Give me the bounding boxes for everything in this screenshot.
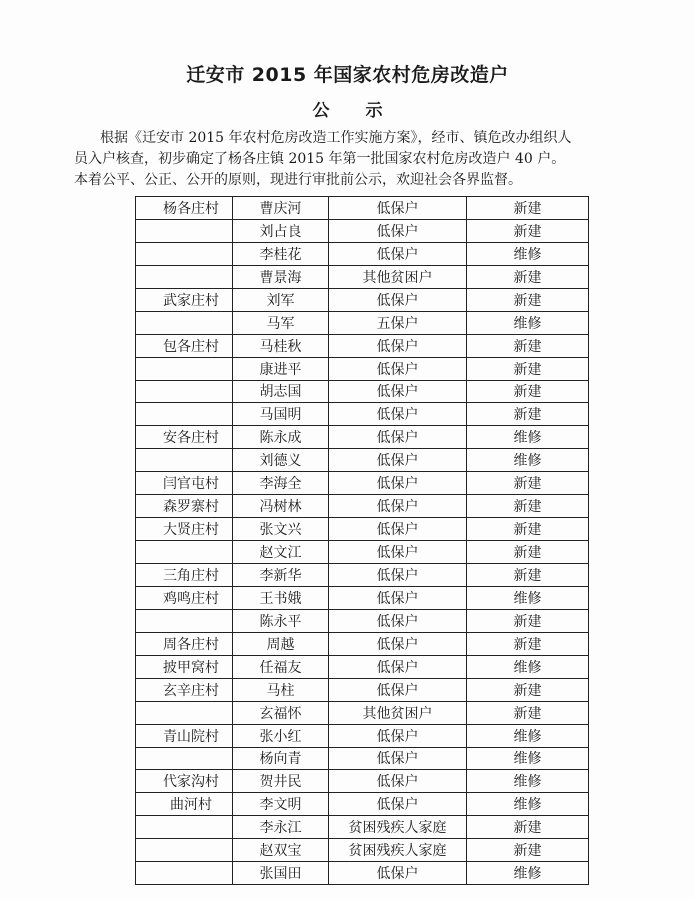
action-cell: 新建 — [467, 219, 589, 242]
household-type-cell: 低保户 — [329, 403, 467, 426]
action-cell: 维修 — [467, 449, 589, 472]
village-cell — [136, 403, 233, 426]
name-cell: 玄福怀 — [233, 701, 329, 724]
village-cell: 周各庄村 — [136, 632, 233, 655]
household-type-cell: 低保户 — [329, 541, 467, 564]
name-cell: 刘德义 — [233, 449, 329, 472]
village-cell: 披甲窝村 — [136, 655, 233, 678]
table-row — [136, 495, 589, 518]
action-cell: 新建 — [467, 265, 589, 288]
village-cell — [136, 839, 233, 862]
name-cell: 马柱 — [233, 678, 329, 701]
action-cell: 维修 — [467, 242, 589, 265]
village-cell: 大贤庄村 — [136, 518, 233, 541]
village-cell: 青山院村 — [136, 724, 233, 747]
household-type-cell: 低保户 — [329, 678, 467, 701]
action-cell: 新建 — [467, 472, 589, 495]
household-type-cell: 贫困残疾人家庭 — [329, 839, 467, 862]
village-cell: 武家庄村 — [136, 288, 233, 311]
table-row — [136, 288, 589, 311]
action-cell: 维修 — [467, 655, 589, 678]
table-row — [136, 609, 589, 632]
name-cell: 李新华 — [233, 564, 329, 587]
action-cell: 维修 — [467, 793, 589, 816]
household-type-cell: 低保户 — [329, 426, 467, 449]
name-cell: 陈永平 — [233, 609, 329, 632]
action-cell: 新建 — [467, 288, 589, 311]
name-cell: 王书娥 — [233, 586, 329, 609]
action-cell: 维修 — [467, 724, 589, 747]
name-cell: 陈永成 — [233, 426, 329, 449]
name-cell: 赵文江 — [233, 541, 329, 564]
action-cell: 新建 — [467, 839, 589, 862]
village-cell — [136, 242, 233, 265]
household-type-cell: 五保户 — [329, 311, 467, 334]
table-row — [136, 197, 589, 220]
action-cell: 新建 — [467, 632, 589, 655]
household-table-body — [136, 197, 589, 885]
household-type-cell: 低保户 — [329, 655, 467, 678]
village-cell: 曲河村 — [136, 793, 233, 816]
household-type-cell: 低保户 — [329, 334, 467, 357]
name-cell: 李文明 — [233, 793, 329, 816]
table-row — [136, 724, 589, 747]
name-cell: 曹景海 — [233, 265, 329, 288]
name-cell: 曹庆河 — [233, 197, 329, 220]
name-cell: 李永江 — [233, 816, 329, 839]
household-type-cell: 低保户 — [329, 197, 467, 220]
action-cell: 新建 — [467, 518, 589, 541]
action-cell: 维修 — [467, 426, 589, 449]
household-type-cell: 低保户 — [329, 495, 467, 518]
announcement-paragraph — [74, 128, 660, 191]
village-cell — [136, 219, 233, 242]
household-type-cell: 低保户 — [329, 862, 467, 885]
village-cell — [136, 357, 233, 380]
action-cell: 维修 — [467, 311, 589, 334]
village-cell: 安各庄村 — [136, 426, 233, 449]
village-cell: 代家沟村 — [136, 770, 233, 793]
household-type-cell: 低保户 — [329, 518, 467, 541]
table-row — [136, 862, 589, 885]
name-cell: 贺井民 — [233, 770, 329, 793]
table-row — [136, 747, 589, 770]
name-cell: 马军 — [233, 311, 329, 334]
table-row — [136, 311, 589, 334]
action-cell: 维修 — [467, 586, 589, 609]
village-cell: 鸡鸣庄村 — [136, 586, 233, 609]
village-cell — [136, 265, 233, 288]
table-row — [136, 219, 589, 242]
table-row — [136, 449, 589, 472]
action-cell: 新建 — [467, 334, 589, 357]
table-row — [136, 518, 589, 541]
table-row — [136, 839, 589, 862]
table-row — [136, 655, 589, 678]
household-type-cell: 其他贫困户 — [329, 265, 467, 288]
document-title: 迁安市 2015 年国家农村危房改造户 — [186, 64, 509, 86]
table-row — [136, 586, 589, 609]
village-cell — [136, 816, 233, 839]
name-cell: 冯树林 — [233, 495, 329, 518]
document-subtitle: 公示 — [312, 101, 419, 121]
action-cell: 维修 — [467, 770, 589, 793]
action-cell: 新建 — [467, 495, 589, 518]
action-cell: 维修 — [467, 747, 589, 770]
name-cell: 康进平 — [233, 357, 329, 380]
table-row — [136, 242, 589, 265]
name-cell: 刘占良 — [233, 219, 329, 242]
household-type-cell: 低保户 — [329, 586, 467, 609]
village-cell — [136, 311, 233, 334]
village-cell: 杨各庄村 — [136, 197, 233, 220]
table-row — [136, 380, 589, 403]
household-table — [135, 196, 589, 885]
name-cell: 张小红 — [233, 724, 329, 747]
village-cell: 包各庄村 — [136, 334, 233, 357]
table-row — [136, 265, 589, 288]
household-type-cell: 低保户 — [329, 380, 467, 403]
action-cell: 新建 — [467, 678, 589, 701]
table-row — [136, 472, 589, 495]
action-cell: 新建 — [467, 816, 589, 839]
table-row — [136, 541, 589, 564]
name-cell: 李桂花 — [233, 242, 329, 265]
village-cell — [136, 701, 233, 724]
household-type-cell: 低保户 — [329, 449, 467, 472]
name-cell: 胡志国 — [233, 380, 329, 403]
action-cell: 新建 — [467, 609, 589, 632]
household-type-cell: 低保户 — [329, 793, 467, 816]
household-type-cell: 低保户 — [329, 724, 467, 747]
village-cell: 玄辛庄村 — [136, 678, 233, 701]
paragraph-line: 根据《迁安市 2015 年农村危房改造工作实施方案》，经市、镇危改办组织人 — [100, 130, 572, 146]
name-cell: 任福友 — [233, 655, 329, 678]
table-row — [136, 357, 589, 380]
village-cell — [136, 609, 233, 632]
household-type-cell: 低保户 — [329, 747, 467, 770]
village-cell — [136, 747, 233, 770]
household-type-cell: 贫困残疾人家庭 — [329, 816, 467, 839]
action-cell: 维修 — [467, 862, 589, 885]
household-type-cell: 低保户 — [329, 564, 467, 587]
action-cell: 新建 — [467, 541, 589, 564]
table-row — [136, 770, 589, 793]
table-row — [136, 678, 589, 701]
name-cell: 马桂秋 — [233, 334, 329, 357]
household-type-cell: 低保户 — [329, 242, 467, 265]
household-type-cell: 低保户 — [329, 632, 467, 655]
action-cell: 新建 — [467, 357, 589, 380]
table-row — [136, 403, 589, 426]
household-type-cell: 低保户 — [329, 770, 467, 793]
household-type-cell: 低保户 — [329, 357, 467, 380]
table-row — [136, 632, 589, 655]
village-cell: 三角庄村 — [136, 564, 233, 587]
village-cell: 森罗寨村 — [136, 495, 233, 518]
name-cell: 张文兴 — [233, 518, 329, 541]
household-type-cell: 低保户 — [329, 288, 467, 311]
action-cell: 新建 — [467, 403, 589, 426]
action-cell: 新建 — [467, 197, 589, 220]
name-cell: 张国田 — [233, 862, 329, 885]
name-cell: 马国明 — [233, 403, 329, 426]
table-row — [136, 793, 589, 816]
table-row — [136, 816, 589, 839]
paragraph-line: 本着公平、公正、公开的原则，现进行审批前公示，欢迎社会各界监督。 — [74, 172, 522, 188]
name-cell: 刘军 — [233, 288, 329, 311]
table-row — [136, 334, 589, 357]
action-cell: 新建 — [467, 380, 589, 403]
village-cell: 闫官屯村 — [136, 472, 233, 495]
action-cell: 新建 — [467, 564, 589, 587]
table-row — [136, 426, 589, 449]
household-type-cell: 低保户 — [329, 472, 467, 495]
household-type-cell: 低保户 — [329, 609, 467, 632]
table-row — [136, 701, 589, 724]
village-cell — [136, 380, 233, 403]
village-cell — [136, 862, 233, 885]
table-row — [136, 564, 589, 587]
household-type-cell: 低保户 — [329, 219, 467, 242]
action-cell: 新建 — [467, 701, 589, 724]
paragraph-line: 员入户核查，初步确定了杨各庄镇 2015 年第一批国家农村危房改造户 40 户。 — [74, 151, 566, 167]
name-cell: 杨向青 — [233, 747, 329, 770]
household-type-cell: 其他贫困户 — [329, 701, 467, 724]
village-cell — [136, 449, 233, 472]
name-cell: 李海全 — [233, 472, 329, 495]
village-cell — [136, 541, 233, 564]
name-cell: 赵双宝 — [233, 839, 329, 862]
name-cell: 周越 — [233, 632, 329, 655]
